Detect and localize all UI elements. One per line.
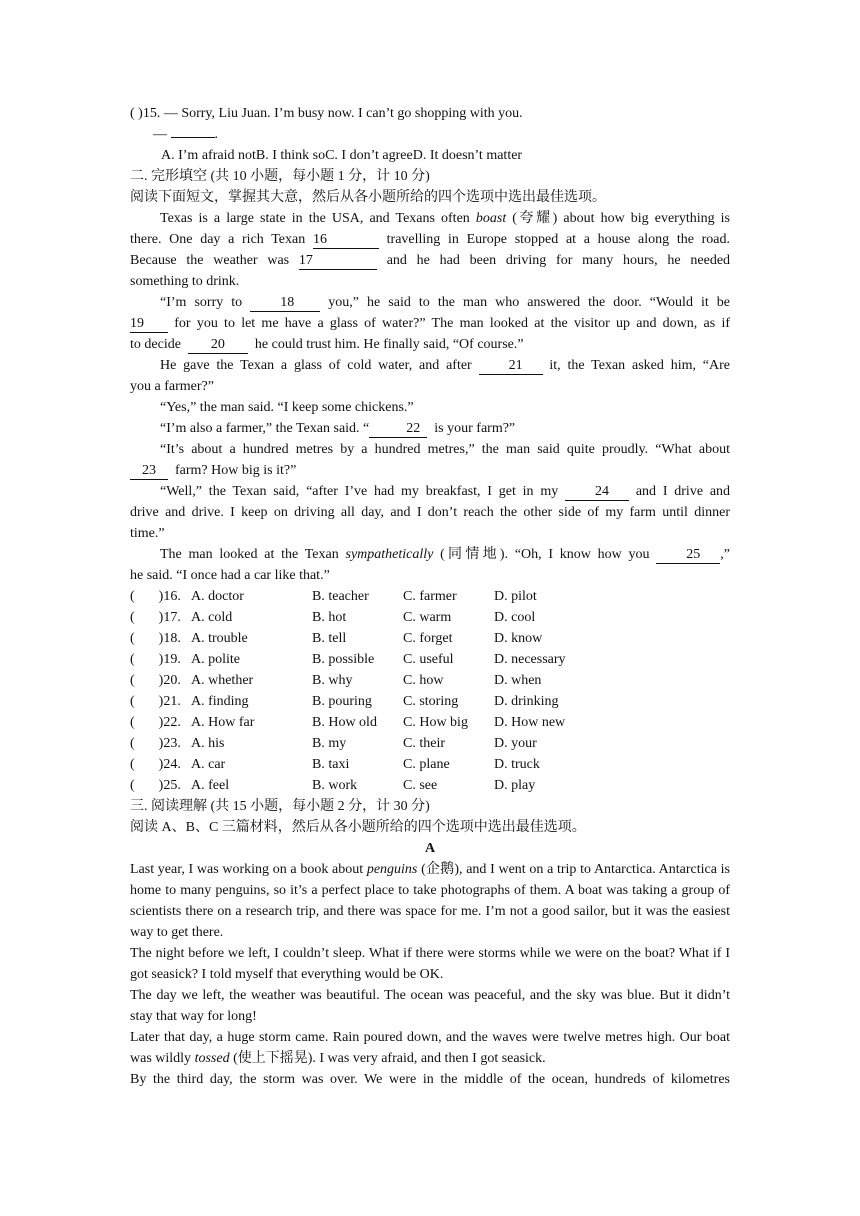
- passage-paragraph: The day we left, the weather was beautiful. The ocean was peaceful, and the sky was blue. But it didn’t stay that way for long!: [130, 988, 730, 1024]
- answer-blank: [171, 137, 215, 138]
- choice-row-21: ( )21. A. finding B. pouring C. storing D. drinking: [130, 694, 559, 709]
- cloze-paragraph-4: “Yes,” the man said. “I keep some chickens.”: [160, 400, 414, 415]
- blank-17: 17: [299, 253, 377, 270]
- passage-a: [130, 859, 730, 1090]
- choice-row-22: ( )22. A. How far B. How old C. How big D. How new: [130, 715, 566, 730]
- section-2-instruction: 阅读下面短文，掌握其大意，然后从各小题所给的四个选项中选出最佳选项。: [130, 190, 606, 205]
- text-line: there. One day a rich Texan 16 travelling in Europe stopped at a house along the road.: [130, 232, 730, 247]
- section-3-instruction: 阅读 A、B、C 三篇材料，然后从各小题所给的四个选项中选出最佳选项。: [130, 820, 586, 835]
- blank-23: 23: [130, 463, 168, 480]
- text-line: you a farmer?”: [130, 379, 214, 394]
- cloze-paragraph-3: [130, 355, 730, 397]
- question-15-stem: ( )15. — Sorry, Liu Juan. I’m busy now. I can’t go shopping with you.: [130, 106, 523, 121]
- passage-paragraph: Last year, I was working on a book about penguins (企鹅), and I went on a trip to Antarctica. Antarctica is home to many penguins, so it’s a perfect place to take photographs of them. A boat was taking a group of scientists there on a research trip, and there was space for me. I’m not a good sailor, but it was the easiest way to get there.: [130, 862, 730, 940]
- text-line: Because the weather was 17 and he had been driving for many hours, he needed: [130, 253, 731, 268]
- text-line: “It’s about a hundred metres by a hundred metres,” the man said quite proudly. “What about: [160, 442, 730, 457]
- option-b: B. I think so: [255, 148, 326, 163]
- cloze-paragraph-6: [130, 439, 730, 481]
- exam-page: [130, 103, 730, 1090]
- text-line: 19 for you to let me have a glass of water?” The man looked at the visitor up and down, as if: [130, 316, 730, 331]
- cloze-paragraph-1: [130, 208, 730, 292]
- choice-row-17: ( )17. A. cold B. hot C. warm D. cool: [130, 610, 536, 625]
- blank-19: 19: [130, 316, 168, 333]
- text-line: “Well,” the Texan said, “after I’ve had my breakfast, I get in my 24 and I drive and: [160, 484, 731, 499]
- blank-24: 24: [565, 484, 629, 501]
- text-line: “I’m sorry to 18 you,” he said to the man who answered the door. “Would it be: [160, 295, 731, 310]
- text-line: to decide 20 he could trust him. He finally said, “Of course.”: [130, 337, 524, 352]
- choice-row-23: ( )23. A. his B. my C. their D. your: [130, 736, 537, 751]
- text-line: The man looked at the Texan sympathetically (同情地). “Oh, I know how you 25 ,”: [160, 547, 731, 562]
- option-a: A. I’m afraid not: [161, 148, 256, 163]
- text-line: He gave the Texan a glass of cold water, and after 21 it, the Texan asked him, “Are: [160, 358, 731, 373]
- passage-paragraph: The night before we left, I couldn’t sleep. What if there were storms while we were on the boat? What if I got seasick? I told myself that everything would be OK.: [130, 946, 730, 982]
- blank-18: 18: [250, 295, 320, 312]
- cloze-paragraph-8: [130, 544, 730, 586]
- dash: —: [153, 127, 171, 142]
- question-15-answer-line: [130, 124, 730, 145]
- text-line: Texas is a large state in the USA, and Texans often boast (夸耀) about how big everything is: [160, 211, 731, 226]
- text-line: drive and drive. I keep on driving all day, and I don’t reach the other side of my farm until dinner: [130, 505, 730, 520]
- cloze-choices: [130, 586, 730, 796]
- section-3-heading: 三. 阅读理解 (共 15 小题，每小题 2 分，计 30 分): [130, 799, 430, 814]
- blank-20: 20: [188, 337, 248, 354]
- cloze-paragraph-7: [130, 481, 730, 544]
- question-15-options: [130, 145, 730, 166]
- blank-22: 22: [369, 421, 427, 438]
- choice-row-24: ( )24. A. car B. taxi C. plane D. truck: [130, 757, 540, 772]
- cloze-paragraph-2: [130, 292, 730, 355]
- choice-row-16: ( )16. A. doctor B. teacher C. farmer D. pilot: [130, 589, 537, 604]
- blank-16: 16: [313, 232, 379, 249]
- option-d: D. It doesn’t matter: [412, 148, 523, 163]
- period: .: [214, 127, 218, 142]
- blank-21: 21: [479, 358, 543, 375]
- blank-25: 25: [656, 547, 720, 564]
- text-line: something to drink.: [130, 274, 240, 289]
- choice-row-20: ( )20. A. whether B. why C. how D. when: [130, 673, 542, 688]
- text-line: he said. “I once had a car like that.”: [130, 568, 330, 583]
- option-c: C. I don’t agree: [325, 148, 413, 163]
- passage-a-title: A: [424, 841, 436, 856]
- text-line: 23 farm? How big is it?”: [130, 460, 730, 481]
- section-2-heading: 二. 完形填空 (共 10 小题，每小题 1 分，计 10 分): [130, 169, 430, 184]
- cloze-paragraph-5: “I’m also a farmer,” the Texan said. “ 22 is your farm?”: [160, 421, 516, 436]
- choice-row-19: ( )19. A. polite B. possible C. useful D. necessary: [130, 652, 566, 667]
- passage-paragraph: Later that day, a huge storm came. Rain poured down, and the waves were twelve metres high. Our boat was wildly tossed (使上下摇晃). I was very afraid, and then I got seasick.: [130, 1030, 730, 1066]
- choice-row-25: ( )25. A. feel B. work C. see D. play: [130, 778, 536, 793]
- passage-paragraph: By the third day, the storm was over. We were in the middle of the ocean, hundreds of kilometres: [130, 1072, 730, 1087]
- text-line: time.”: [130, 526, 165, 541]
- choice-row-18: ( )18. A. trouble B. tell C. forget D. know: [130, 631, 543, 646]
